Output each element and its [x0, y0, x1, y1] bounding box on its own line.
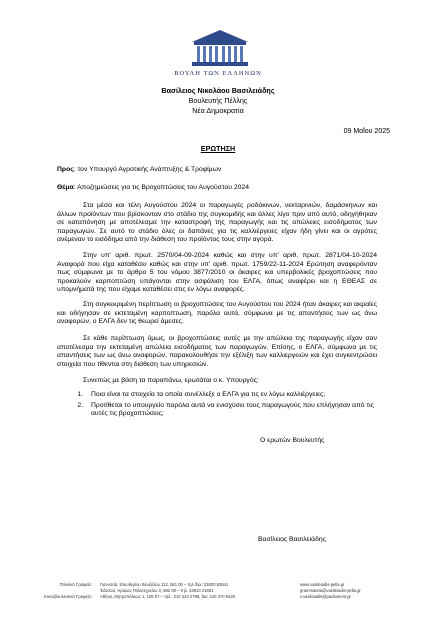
body-paragraph: Σε κάθε περίπτωση όμως, οι βροχοπτώσεις αυτές με την απώλεια της παραγωγής είχαν σαν αποτέλεσμα την εκτεταμένη απώλεια εισοδήματος των παραγωγών. Επίσης, ο ΕΛΓΑ, σύμφωνα με τις απαντήσεις των ως άνω αναφορών, παρακολουθήσε την εξέλιξη των καλλιεργειών και έχει συγκεντρώσει στοιχεία που τίθενται στη διάθεση των υπηρεσιών.	[57, 335, 377, 368]
footer-contact[interactable]: grammateia@vasileiadis-pella.gr	[300, 587, 361, 593]
recipient-text: : τον Υπουργό Αγροτικής Ανάπτυξης & Τροφίμων	[73, 166, 222, 173]
mp-name: Βασίλειος Νικολάου Βασιλειάδης	[161, 86, 275, 95]
footer	[40, 582, 400, 599]
footer-address: Αθήνα, Μητροπόλεως 1, 105 57 – τηλ.: 210 324 2786, fax: 210 370 9420	[100, 593, 236, 599]
subject-line	[57, 184, 249, 191]
closing-line: Ο ερωτών Βουλευτής	[260, 437, 325, 444]
subject-label: Θέμα	[57, 184, 74, 191]
body-paragraph: Στην υπ' αριθ. πρωτ. 2570/04-09-2024 καθώς και στην υπ' αριθ. πρωτ. 2871/04-10-2024 Αναφορά που είχα καταθέσει καθώς και στην υπ' αριθ. πρωτ. 1759/22-11-2024 Ερώτηση αναφερόνταν πως σύμφωνα με το άρθρο 5 του νόμου 3877/2010 οι άκαιρες και υπερβολικές βροχοπτώσεις που προκαλούν καρποπτώση υπάγονται στην ασφάλιση του ΕΛΓΑ, όπως αναφέρει και η ΕΘΕΑΣ σε υπομνήματά της που είχαμε καταθέσει στις εν λόγω αναφορές.	[57, 252, 377, 293]
footer-address: Έδεσσα, Ηρώων Πολυτεχνείου 3, 582 00 – τηλ. 23810 21651	[100, 587, 214, 593]
question-number: 2.	[77, 401, 83, 409]
recipient-line	[57, 166, 221, 173]
recipient-label: Προς	[57, 166, 74, 173]
parliament-name: ΒΟΥΛΗ ΤΩΝ ΕΛΛΗΝΩΝ	[174, 70, 262, 77]
footer-address: Γιαννιτσά, Ελευθερίου Βενιζέλου 113, 581 00 – τηλ./fax: 23820 83841	[100, 582, 229, 587]
questions-list	[57, 391, 377, 421]
question-text: Προτίθεται το υπουργείο παρόλα αυτά να ενισχύσει τους παραγωγούς που επλήγησαν από τις αυτές τις βροχοπτώσεις;	[91, 401, 374, 417]
footer-label: Κοινοβουλευτικό Γραφείο:	[44, 593, 92, 599]
document-title: ΕΡΩΤΗΣΗ	[200, 144, 236, 153]
body-paragraph: Στα μέσα και τέλη Αυγούστου 2024 οι παραγωγές ροδάκινων, νεκταρινιών, δαμάσκηνων και άλλων προϊόντων που βρίσκονταν στο στάδιο της συγκομιδής και άλλες λίγο πριν από αυτό, οδηγήθηκαν σε καταπόνηση με αποτέλεσμα την καταστροφή της παραγωγής και τις απώλειες εισοδήματος των παραγωγών. Σε αυτό το στάδιο όλες οι δαπάνες για τις καλλιέργειες είχαν ήδη γίνει και οι αγρότες ανέμεναν το εισόδημα από την διάθεση του προϊόντος τους στην αγορά.	[57, 202, 377, 243]
footer-contact[interactable]: www.vasileiadis-pella.gr	[300, 582, 345, 587]
list-item	[57, 402, 377, 419]
question-text: Ποια είναι τα στοιχεία τα οποία συνέλλεξε ο ΕΛΓΑ για τις εν λόγω καλλιέργειες;	[91, 391, 326, 398]
list-item	[57, 391, 377, 400]
parliament-emblem-icon	[188, 28, 252, 68]
document-date: 09 Μαΐου 2025	[343, 128, 390, 135]
body-paragraph: Συνεπώς με βάση τα παραπάνω, ερωτάται ο κ. Υπουργός:	[83, 377, 259, 384]
body-paragraph: Στη συγκεκριμένη περίπτωση οι βροχοπτώσεις του Αυγούστου του 2024 ήταν άκαιρες και ακραίες και οδήγησαν σε εκτεταμένη καρποπτωση, παρόλα αυτά, σύμφωνα με τις απαντήσεις των ως άνω αναφορών, ο ΕΛΓΑ δεν τις θεωρεί άμεσες.	[57, 301, 377, 325]
signature-name: Βασίλειος Βασιλειάδης	[258, 536, 326, 543]
footer-contact[interactable]: v.vasileiadis@parliament.gr	[300, 593, 351, 599]
question-number: 1.	[77, 391, 83, 398]
footer-row	[40, 594, 400, 600]
mp-party: Νέα Δημοκρατία	[192, 106, 244, 115]
subject-text: : Αποζημιώσεις για τις Βροχοπτώσεις του Αυγούστου 2024	[73, 184, 249, 191]
mp-role: Βουλευτής Πέλλης	[188, 96, 248, 105]
footer-label: Πολιτικό Γραφείο:	[59, 582, 92, 587]
